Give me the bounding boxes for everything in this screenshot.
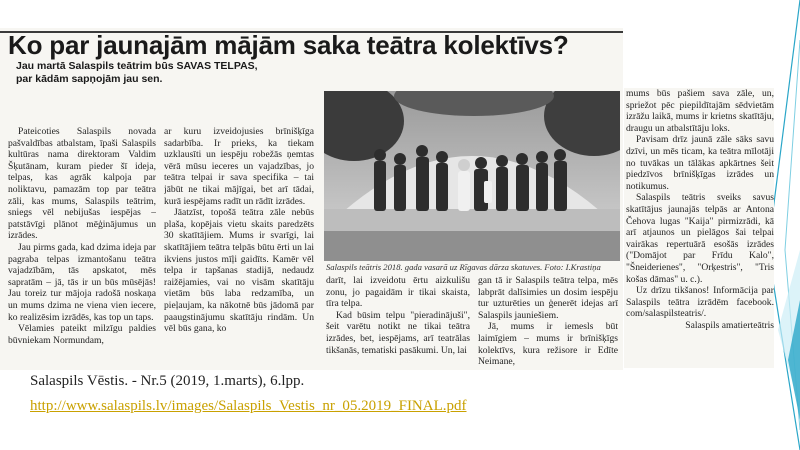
article-column-4 [478, 275, 618, 367]
paragraph: Jau pirms gada, kad dzima ideja par pagraba telpas izmantošanu teātra vajadzībām, tās apskatot, mēs sapratām – jā, tās ir un būs mūsējās! Jau toreiz tur mājoja radošā noskaņa un mums dzima ne viena vien iecere, ko realizēsim izrādēs, kas top un taps. [8, 241, 156, 323]
article-subhead [16, 60, 316, 85]
article-column-3 [326, 275, 470, 367]
subhead-line: par kādām sapņojām jau sen. [16, 72, 163, 85]
source-citation: Salaspils Vēstis. - Nr.5 (2019, 1.marts), 6.lpp. [30, 373, 305, 389]
photo-illustration [324, 91, 620, 261]
paragraph: Jāatzīst, topošā teātra zāle nebūs plaša, kopējais vietu skaits paredzēts 30 skatītājiem. Mums ir svarīgi, lai skatītājiem teātra telpās būtu ērti un lai ikviens justos mīļi gaidīts. Kamēr vēl telpa ir tapšanas stadijā, nedaudz raižējamies, vai no visām skatītāju vietām būs laba redzamība, un pieļaujam, ka nākotnē būs jādomā par paaugstinājumu skatītāju rindām. Un vēl būs gana, ko [164, 207, 314, 335]
subhead-line: Jau martā Salaspils teātrim būs SAVAS TELPAS, [16, 60, 258, 72]
paragraph: ar kuru izveidojusies brīnišķīga sadarbība. Ir prieks, ka tiekam uzklausīti un iespēju robežās ņemtas vērā mūsu ieceres un vajadzības, jo teātra telpai ir sava specifika – tai jābūt ne tikai mājīgai, bet arī tādai, kurā iespējams radīt un rādīt izrādes. [164, 126, 314, 207]
theatre-group-photo [324, 91, 620, 261]
paragraph: gan tā ir Salaspils teātra telpa, mēs labprāt dalīsimies un dosim iespēju tur uzturēties un ģenerēt idejas arī Salaspils jauniešiem. [478, 275, 618, 321]
paragraph: Kad būsim telpu "pieradinājuši", šeit varētu notikt ne tikai teātra izrādes, bet, iespējams, arī teatrālas tikšanās, tematiski pasākumi. Un, lai [326, 309, 470, 356]
article-column-5 [624, 88, 774, 368]
paragraph: Uz drīzu tikšanos! Informācija par Salaspils teātra izrādēm facebook. com/salaspilsteatris/. [626, 285, 774, 320]
article-column-1 [8, 126, 156, 366]
photo-caption: Salaspils teātris 2018. gada vasarā uz Rīgavas dārza skatuves. Foto: I.Krastiņa [326, 262, 601, 272]
article-headline: Ko par jaunajām mājām saka teātra kolektīvs? [8, 30, 569, 60]
paragraph: Pateicoties Salaspils novada pašvaldības atbalstam, īpaši Salaspils kultūras nama direktoram Valdim Šķutānam, kuram pieder šī ideja, telpas, kas agrāk kalpoja par noliktavu, pamazām top par teātra zāli, kas mums, Salaspils teātrim, sniegs vēl nebijušas iespējas – patstāvīgi plānot mēģinājumus un izrādes. [8, 126, 156, 242]
article-column-2 [164, 126, 314, 366]
paragraph: darīt, lai izveidotu ērtu aizkulišu zonu, jo pagaidām ir tikai skaista, tīra telpa. [326, 275, 470, 310]
paragraph: Vēlamies pateikt milzīgu paldies būvniekam Normundam, [8, 323, 156, 346]
paragraph: Jā, mums ir iemesls būt laimīgiem – mums ir brīnišķīgs kolektīvs, kura režisore ir Edīte Neimane, [478, 321, 618, 367]
signature: Salaspils amatierteātris [685, 319, 774, 331]
paragraph: mums būs pašiem sava zāle, un, spriežot pēc piepildītajām sēdvietām izrāžu laikā, mums ir krietns skatītāju, draugu un atbalstītāju loks. [626, 88, 774, 134]
paragraph: Pavisam drīz jaunā zāle sāks savu dzīvi, un mēs ticam, ka teātra mīlotāji no tuvākas un tālākas apkārtnes šeit piedzīvos brīnišķīgas izrādes un notikumus. [626, 134, 774, 192]
source-link[interactable]: http://www.salaspils.lv/images/Salaspils_Vestis_nr_05.2019_FINAL.pdf [30, 398, 467, 414]
paragraph: Salaspils teātris sveiks savus skatītājus jaunajās telpās ar Antona Čehova lugas "Kaija" pirmizrādi, kā arī atjaunos un pielāgos šai telpai vairākas repertuārā esošās izrādes ("Domājot par Frīdu Kalo", "Šneiderienes", "Orķestris", "Tris košas dāmas" u. c.). [626, 192, 774, 285]
